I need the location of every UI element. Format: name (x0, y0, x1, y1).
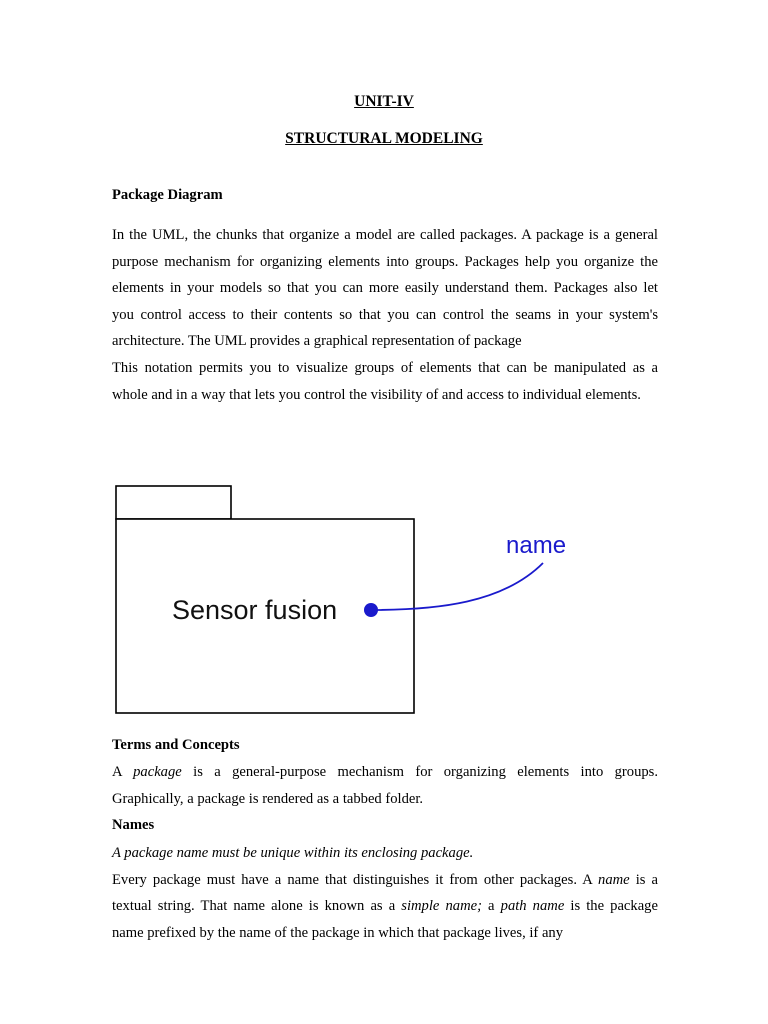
paragraph-line: elements in your models so that you can more easily understand them. Packages also let (112, 280, 658, 297)
terms-paragraph (112, 759, 658, 812)
terms-concepts-heading: Terms and Concepts (112, 737, 240, 753)
package-diagram-figure (108, 478, 608, 723)
paragraph-line: whole and in a way that lets you control the visibility of and access to individual elements. (112, 386, 641, 403)
text-run: is a general-purpose mechanism for organizing elements into groups. (181, 764, 658, 780)
package-intro-paragraph (112, 222, 658, 408)
paragraph-line (112, 893, 658, 920)
term-path-name: path name (500, 898, 565, 915)
paragraph-line: architecture. The UML provides a graphical representation of package (112, 333, 522, 350)
rule-text: A package name must be unique within its enclosing package. (112, 845, 474, 861)
text-run: A (112, 764, 134, 780)
paragraph-line: purpose mechanism for organizing elements into groups. Packages help you organize the (112, 253, 658, 270)
text-run: is a (629, 871, 658, 888)
package-tab (116, 486, 231, 519)
package-diagram-svg (108, 478, 608, 723)
callout-label: name (506, 532, 567, 559)
paragraph-line: In the UML, the chunks that organize a model are called packages. A package is a general (112, 227, 658, 243)
package-name-text: Sensor fusion (172, 595, 338, 625)
names-paragraph (112, 840, 658, 946)
names-heading: Names (112, 817, 155, 833)
paragraph-line: name prefixed by the name of the package in which that package lives, if any (112, 924, 564, 941)
term-package: package (133, 764, 182, 780)
text-run: Every package must have a name that distinguishes it from other packages. A (112, 871, 599, 888)
text-run: a (481, 898, 501, 915)
package-diagram-heading: Package Diagram (112, 187, 223, 203)
paragraph-line: Graphically, a package is rendered as a tabbed folder. (112, 790, 424, 807)
naming-rule (112, 840, 658, 867)
paragraph-line (112, 759, 658, 786)
chapter-title: STRUCTURAL MODELING (285, 130, 483, 147)
text-run: is the package (564, 898, 658, 915)
paragraph-line: This notation permits you to visualize groups of elements that can be manipulated as a (112, 359, 658, 376)
text-run: textual string. That name alone is known as a (112, 898, 402, 915)
paragraph-line: you control access to their contents so that you can control the seams in your system's (112, 306, 658, 323)
paragraph-line (112, 867, 658, 894)
term-simple-name: simple name; (401, 898, 482, 915)
unit-title: UNIT-IV (354, 93, 414, 110)
term-name: name (598, 871, 630, 888)
